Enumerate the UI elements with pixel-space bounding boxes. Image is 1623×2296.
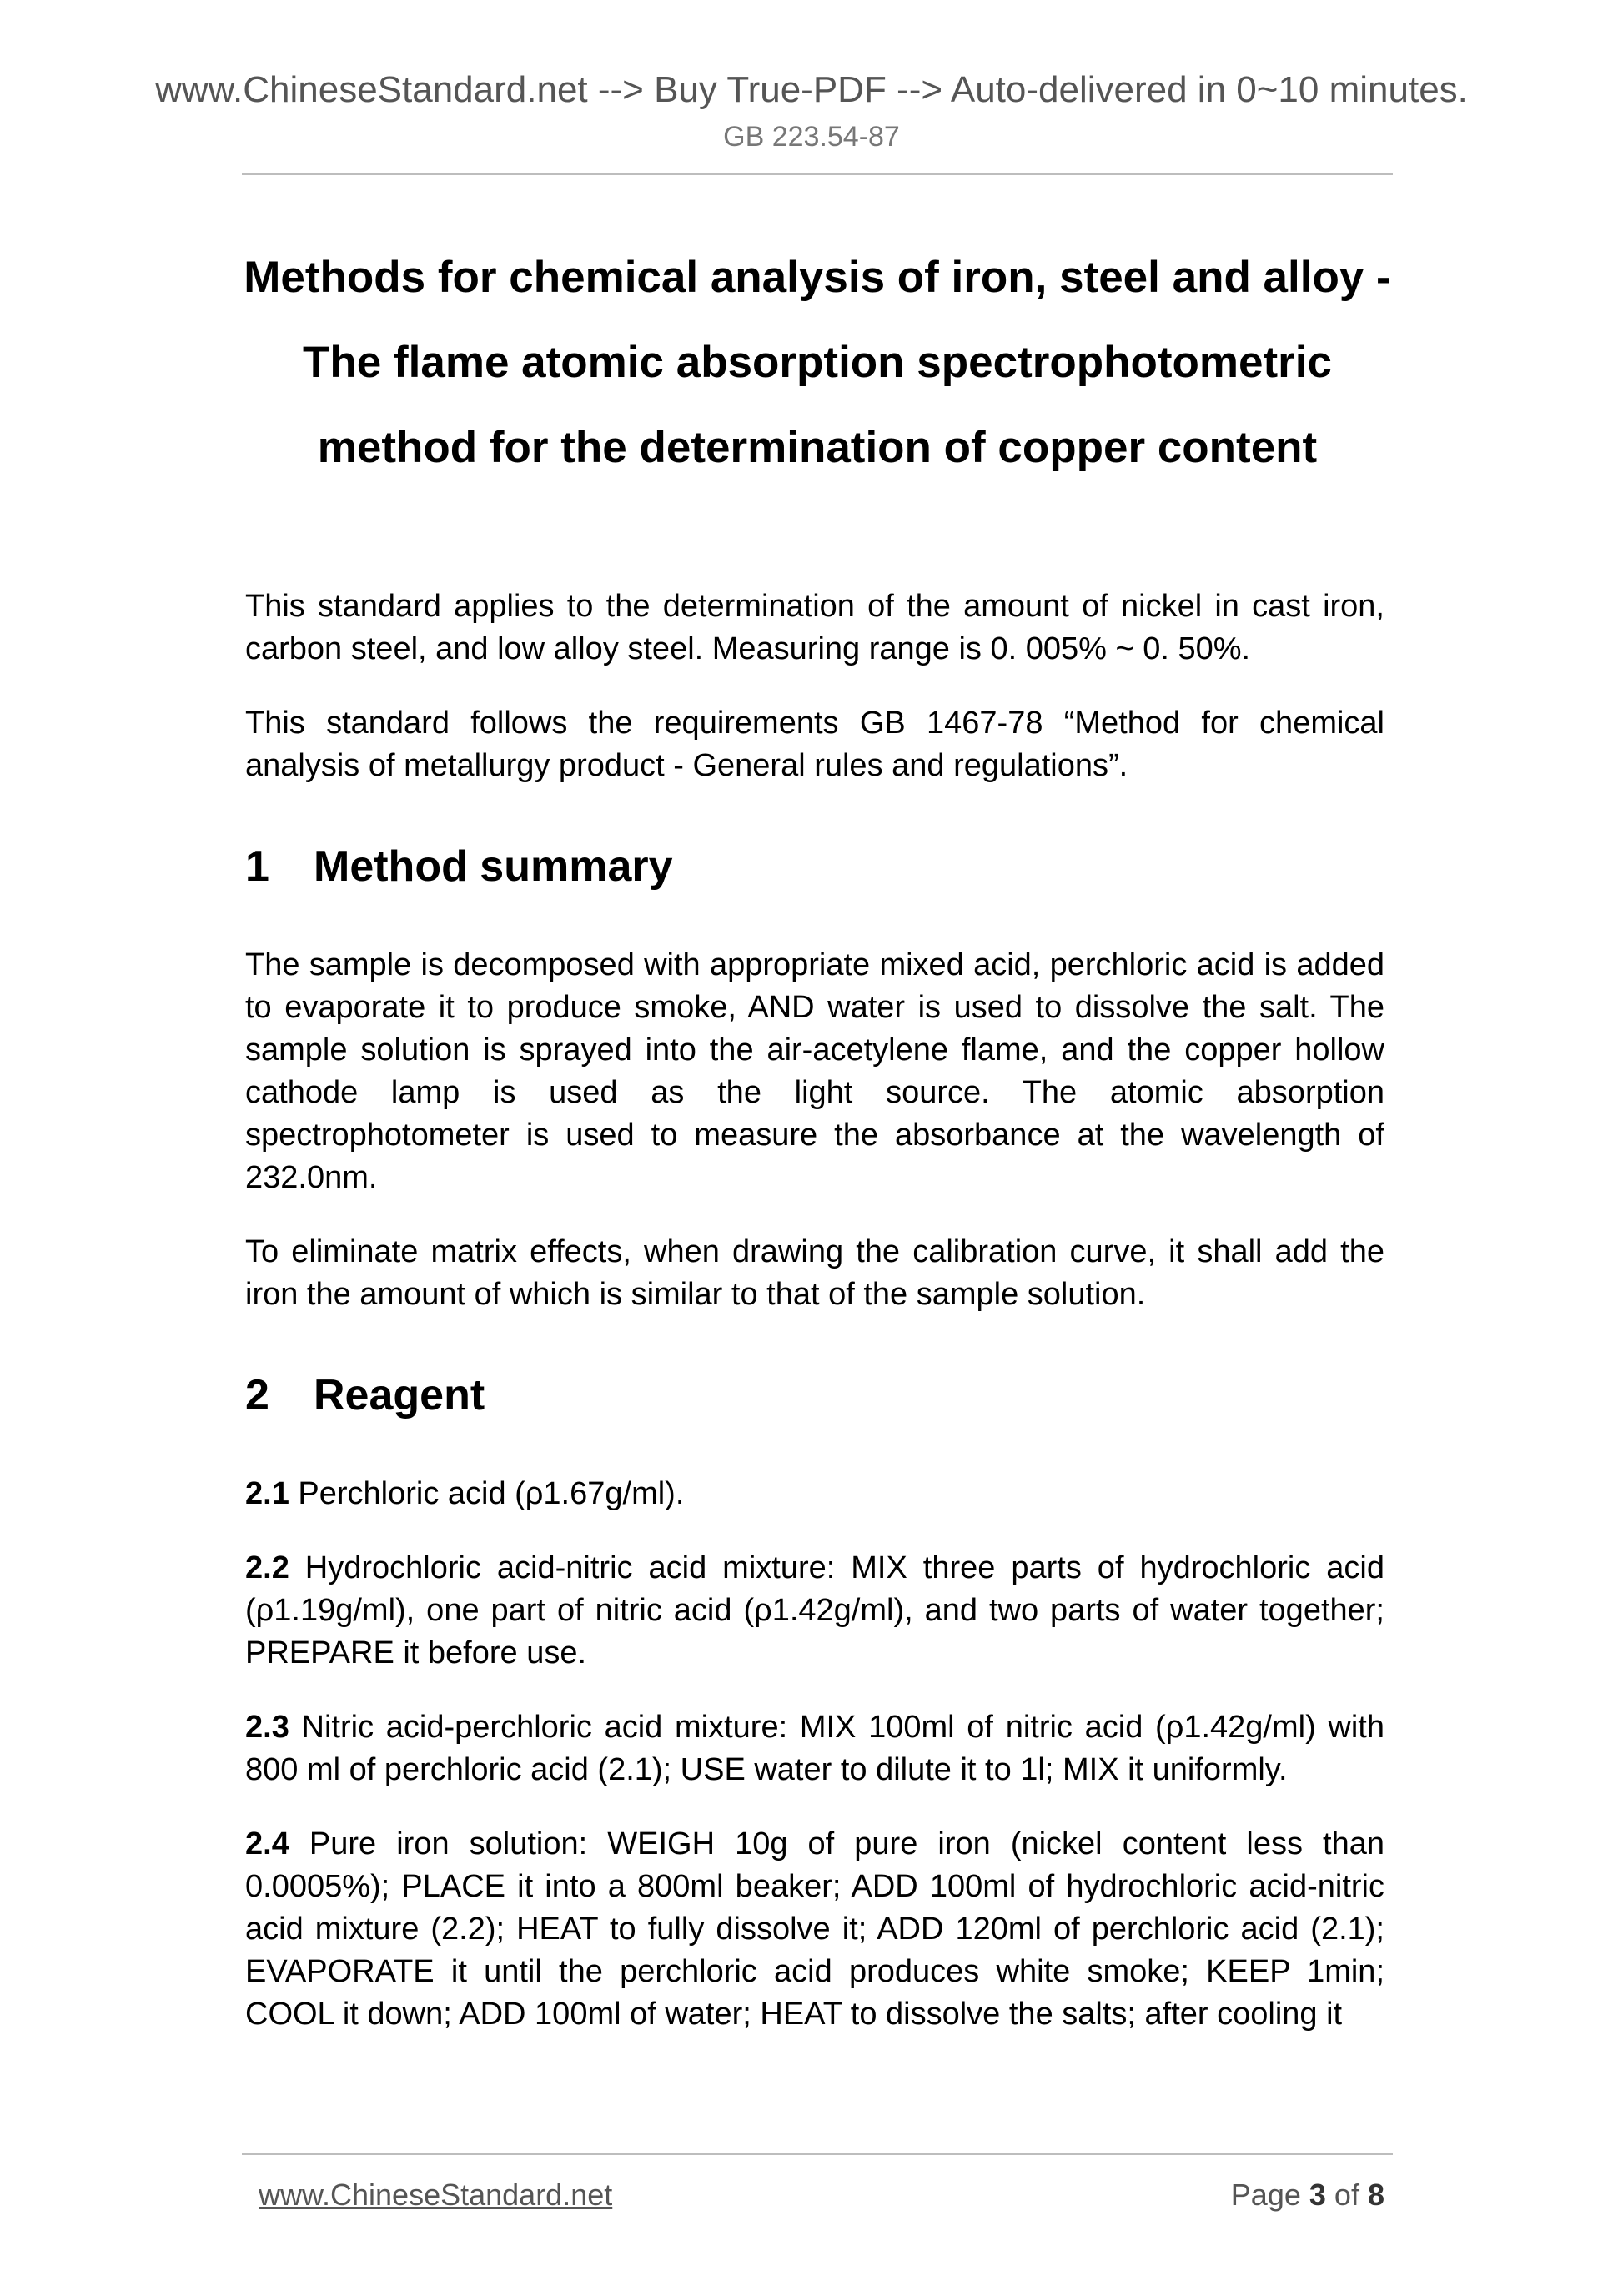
section-heading-method-summary [245, 837, 1384, 896]
clause-text: Pure iron solution: WEIGH 10g of pure iron (nickel content less than 0.0005%); PLACE it into a 800ml beaker; ADD 100ml of hydrochloric acid-nitric acid mixture (2.2); HEAT to fully dissolve it; ADD 120ml of perchloric acid (2.1); EVAPORATE it until the perchloric acid produces white smoke; KEEP 1min; COOL it down; ADD 100ml of water; HEAT to dissolve the salts; after cooling it [245, 1826, 1384, 2032]
footer-website-link[interactable]: www.ChineseStandard.net [259, 2178, 613, 2212]
clause-number: 2.3 [245, 1710, 289, 1745]
page-of-label: of [1334, 2178, 1359, 2212]
clause-text: Nitric acid-perchloric acid mixture: MIX 100ml of nitric acid (ρ1.42g/ml) with 800 ml of perchloric acid (2.1); USE water to dilute it to 1l; MIX it uniformly. [245, 1710, 1384, 1787]
reagent-item [245, 1823, 1384, 2036]
section-number: 1 [245, 842, 269, 891]
footer-divider [242, 2153, 1393, 2155]
section-heading-reagent [245, 1366, 1384, 1424]
header-divider [242, 173, 1393, 175]
reagent-item [245, 1706, 1384, 1791]
title-line-3: method for the determination of copper content [317, 423, 1318, 472]
intro-paragraph-requirements: This standard follows the requirements GB 1467-78 “Method for chemical analysis of metallurgy product - General rules and regulations”. [245, 706, 1384, 783]
method-summary-paragraph-2: To eliminate matrix effects, when drawing the calibration curve, it shall add the iron the amount of which is similar to that of the sample solution. [245, 1234, 1384, 1312]
clause-number: 2.4 [245, 1826, 289, 1861]
section-title: Reagent [314, 1371, 485, 1419]
title-line-2: The flame atomic absorption spectrophotometric [303, 338, 1332, 387]
page-indicator [1231, 2175, 1384, 2215]
document-body [245, 585, 1384, 2067]
intro-paragraph-scope: This standard applies to the determination of the amount of nickel in cast iron, carbon steel, and low alloy steel. Measuring range is 0. 005% ~ 0. 50%. [245, 589, 1384, 666]
section-title: Method summary [314, 842, 673, 891]
page-label: Page [1230, 2178, 1301, 2212]
clause-number: 2.2 [245, 1550, 289, 1585]
clause-text: Perchloric acid (ρ1.67g/ml). [298, 1476, 685, 1511]
reagent-item [245, 1547, 1384, 1675]
method-summary-paragraph-1: The sample is decomposed with appropriate mixed acid, perchloric acid is added to evaporate it to produce smoke, AND water is used to dissolve the salt. The sample solution is sprayed into the air-acetylene flame, and the copper hollow cathode lamp is used as the light source. The atomic absorption spectrophotometer is used to measure the absorbance at the wavelength of 232.0nm. [245, 947, 1384, 1195]
header-banner-link[interactable]: www.ChineseStandard.net --> Buy True-PDF --> Auto-delivered in 0~10 minutes. [155, 69, 1468, 110]
page-total: 8 [1367, 2178, 1384, 2212]
clause-number: 2.1 [245, 1476, 289, 1511]
page-current: 3 [1309, 2178, 1326, 2212]
section-number: 2 [245, 1371, 269, 1419]
document-title [242, 235, 1393, 490]
clause-text: Hydrochloric acid-nitric acid mixture: MIX three parts of hydrochloric acid (ρ1.19g/ml), one part of nitric acid (ρ1.42g/ml), and two parts of water together; PREPARE it before use. [245, 1550, 1384, 1671]
reagent-item [245, 1473, 1384, 1515]
title-line-1: Methods for chemical analysis of iron, steel and alloy - [244, 253, 1391, 302]
header-standard-code: GB 223.54-87 [723, 121, 900, 153]
